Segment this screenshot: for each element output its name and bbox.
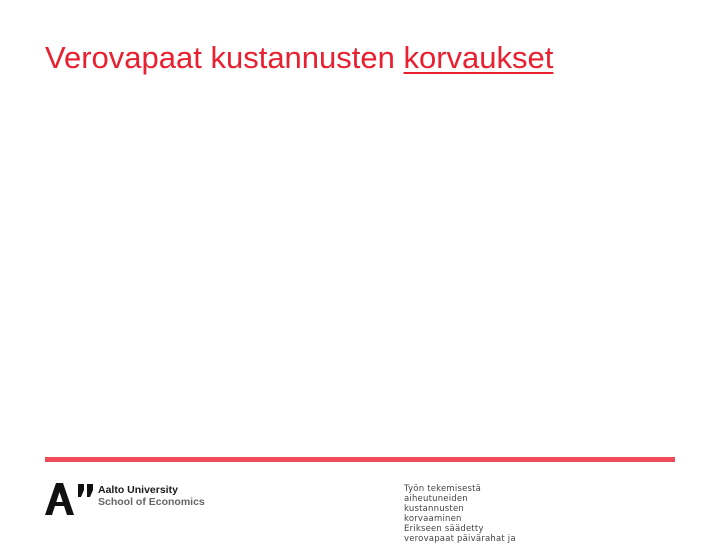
slide-title-underlined: korvaukset — [403, 40, 554, 75]
footer-line: aiheutuneiden — [404, 494, 468, 504]
footer-line: kustannusten — [404, 504, 464, 514]
logo-university-name: Aalto University — [98, 484, 178, 496]
footer-line: Työn tekemisestä — [404, 484, 482, 494]
footer-divider — [45, 457, 675, 462]
footer-line: Erikseen säädetty — [404, 524, 484, 534]
slide-title-text: Verovapaat kustannusten — [45, 40, 404, 75]
slide-title — [45, 40, 553, 76]
logo-school-name: School of Economics — [98, 496, 205, 508]
logo-text — [98, 484, 205, 508]
footer-line: korvaaminen — [404, 514, 462, 524]
aalto-logo-icon — [45, 483, 97, 515]
footer-notes — [404, 484, 534, 544]
footer-line: verovapaat päivärahat ja — [404, 534, 516, 544]
